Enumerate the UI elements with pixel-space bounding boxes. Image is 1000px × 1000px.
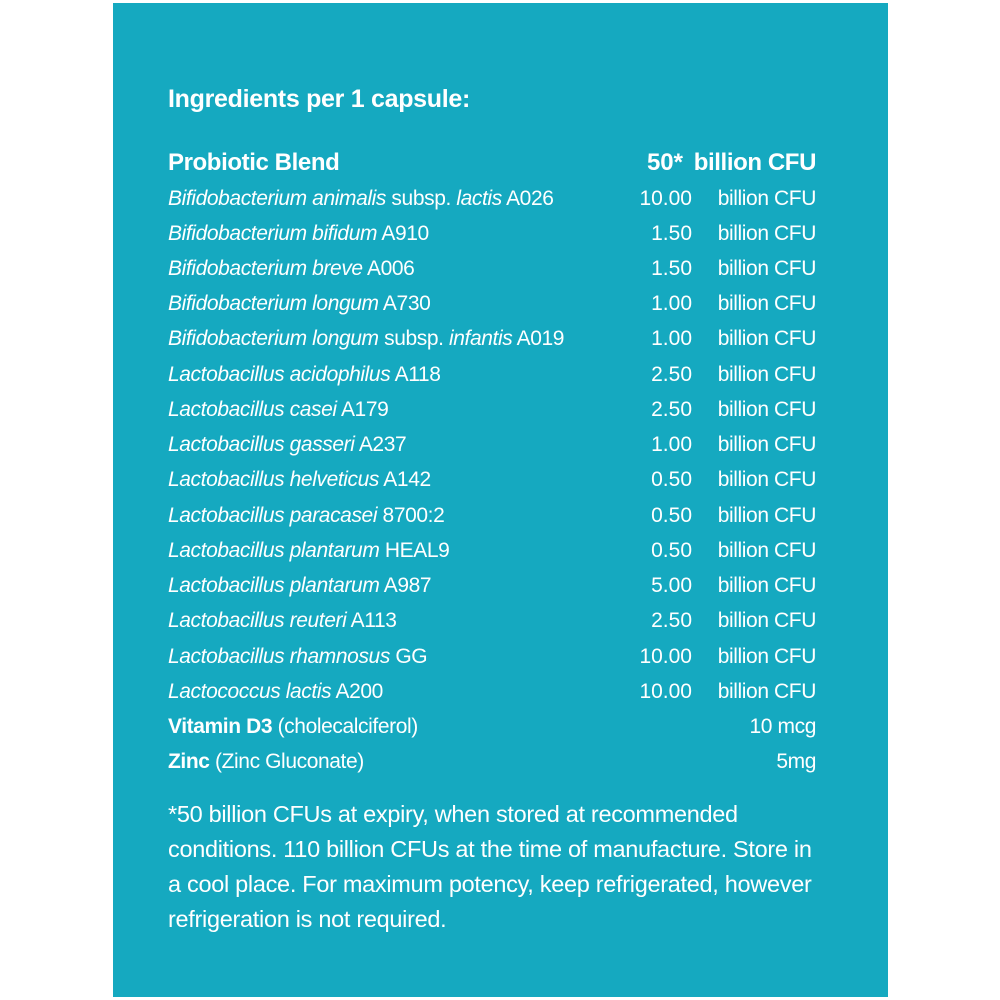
strain-amount: 1.50 [651, 222, 692, 245]
strain-amount: 1.00 [651, 327, 692, 350]
strain-row [168, 182, 816, 216]
ingredient-amount: 5mg [776, 750, 816, 773]
strain-amount: 10.00 [639, 680, 692, 703]
strain-amount: 10.00 [639, 187, 692, 210]
strain-name: Lactobacillus rhamnosus GG [168, 645, 428, 668]
strain-amount: 5.00 [651, 574, 692, 597]
strain-amount: 1.00 [651, 292, 692, 315]
strain-amount: 2.50 [651, 609, 692, 632]
zinc-row [168, 745, 816, 779]
strain-amount: 2.50 [651, 398, 692, 421]
strain-amount: 0.50 [651, 539, 692, 562]
strain-unit: billion CFU [717, 327, 816, 350]
strain-row [168, 640, 816, 674]
strain-unit: billion CFU [717, 468, 816, 491]
strain-unit: billion CFU [717, 539, 816, 562]
strain-name: Bifidobacterium animalis subsp. lactis A026 [168, 187, 554, 210]
strain-row [168, 217, 816, 251]
strain-name: Lactobacillus reuteri A113 [168, 609, 397, 632]
strain-name: Lactobacillus helveticus A142 [168, 468, 431, 491]
strain-name: Bifidobacterium longum subsp. infantis A019 [168, 327, 565, 350]
strain-name: Bifidobacterium breve A006 [168, 257, 415, 280]
strain-row [168, 604, 816, 638]
strain-unit: billion CFU [717, 187, 816, 210]
strain-row [168, 534, 816, 568]
strain-unit: billion CFU [717, 609, 816, 632]
blend-amount: 50* [646, 149, 683, 176]
ingredients-title: Ingredients per 1 capsule: [168, 85, 471, 113]
strain-amount: 0.50 [651, 468, 692, 491]
vitamin-d3-row [168, 710, 816, 744]
strain-amount: 0.50 [651, 504, 692, 527]
strain-unit: billion CFU [717, 504, 816, 527]
strain-name: Lactobacillus acidophilus A118 [168, 363, 441, 386]
storage-footnote: *50 billion CFUs at expiry, when stored at recommended conditions. 110 billion CFUs at the time of manufacture. Store in a cool place. For maximum potency, keep refrigerated, however refrigeration is not required. [168, 801, 812, 932]
ingredient-name: Vitamin D3 (cholecalciferol) [168, 715, 418, 738]
strain-name: Lactococcus lactis A200 [168, 680, 383, 703]
strain-row [168, 499, 816, 533]
strain-unit: billion CFU [717, 680, 816, 703]
strain-row [168, 463, 816, 497]
strain-amount: 10.00 [639, 645, 692, 668]
strain-unit: billion CFU [717, 645, 816, 668]
strain-unit: billion CFU [717, 433, 816, 456]
probiotic-blend-row [168, 146, 816, 180]
strain-unit: billion CFU [717, 574, 816, 597]
ingredient-name: Zinc (Zinc Gluconate) [168, 750, 364, 773]
ingredients-panel [113, 3, 888, 997]
strain-name: Lactobacillus casei A179 [168, 398, 389, 421]
strain-unit: billion CFU [717, 363, 816, 386]
strain-row [168, 393, 816, 427]
strain-amount: 2.50 [651, 363, 692, 386]
ingredient-amount: 10 mcg [749, 715, 816, 738]
strain-unit: billion CFU [717, 292, 816, 315]
strain-name: Lactobacillus plantarum HEAL9 [168, 539, 450, 562]
blend-unit: billion CFU [693, 149, 816, 176]
strain-name: Lactobacillus gasseri A237 [168, 433, 407, 456]
strain-row [168, 358, 816, 392]
strain-row [168, 287, 816, 321]
strain-amount: 1.00 [651, 433, 692, 456]
strain-name: Lactobacillus paracasei 8700:2 [168, 504, 445, 527]
strain-name: Bifidobacterium longum A730 [168, 292, 431, 315]
strain-row [168, 322, 816, 356]
strain-unit: billion CFU [717, 222, 816, 245]
strain-name: Lactobacillus plantarum A987 [168, 574, 432, 597]
strain-row [168, 569, 816, 603]
strain-name: Bifidobacterium bifidum A910 [168, 222, 429, 245]
strain-amount: 1.50 [651, 257, 692, 280]
strain-row [168, 428, 816, 462]
strain-unit: billion CFU [717, 398, 816, 421]
blend-name: Probiotic Blend [168, 149, 340, 176]
strain-row [168, 675, 816, 709]
strain-unit: billion CFU [717, 257, 816, 280]
strain-row [168, 252, 816, 286]
